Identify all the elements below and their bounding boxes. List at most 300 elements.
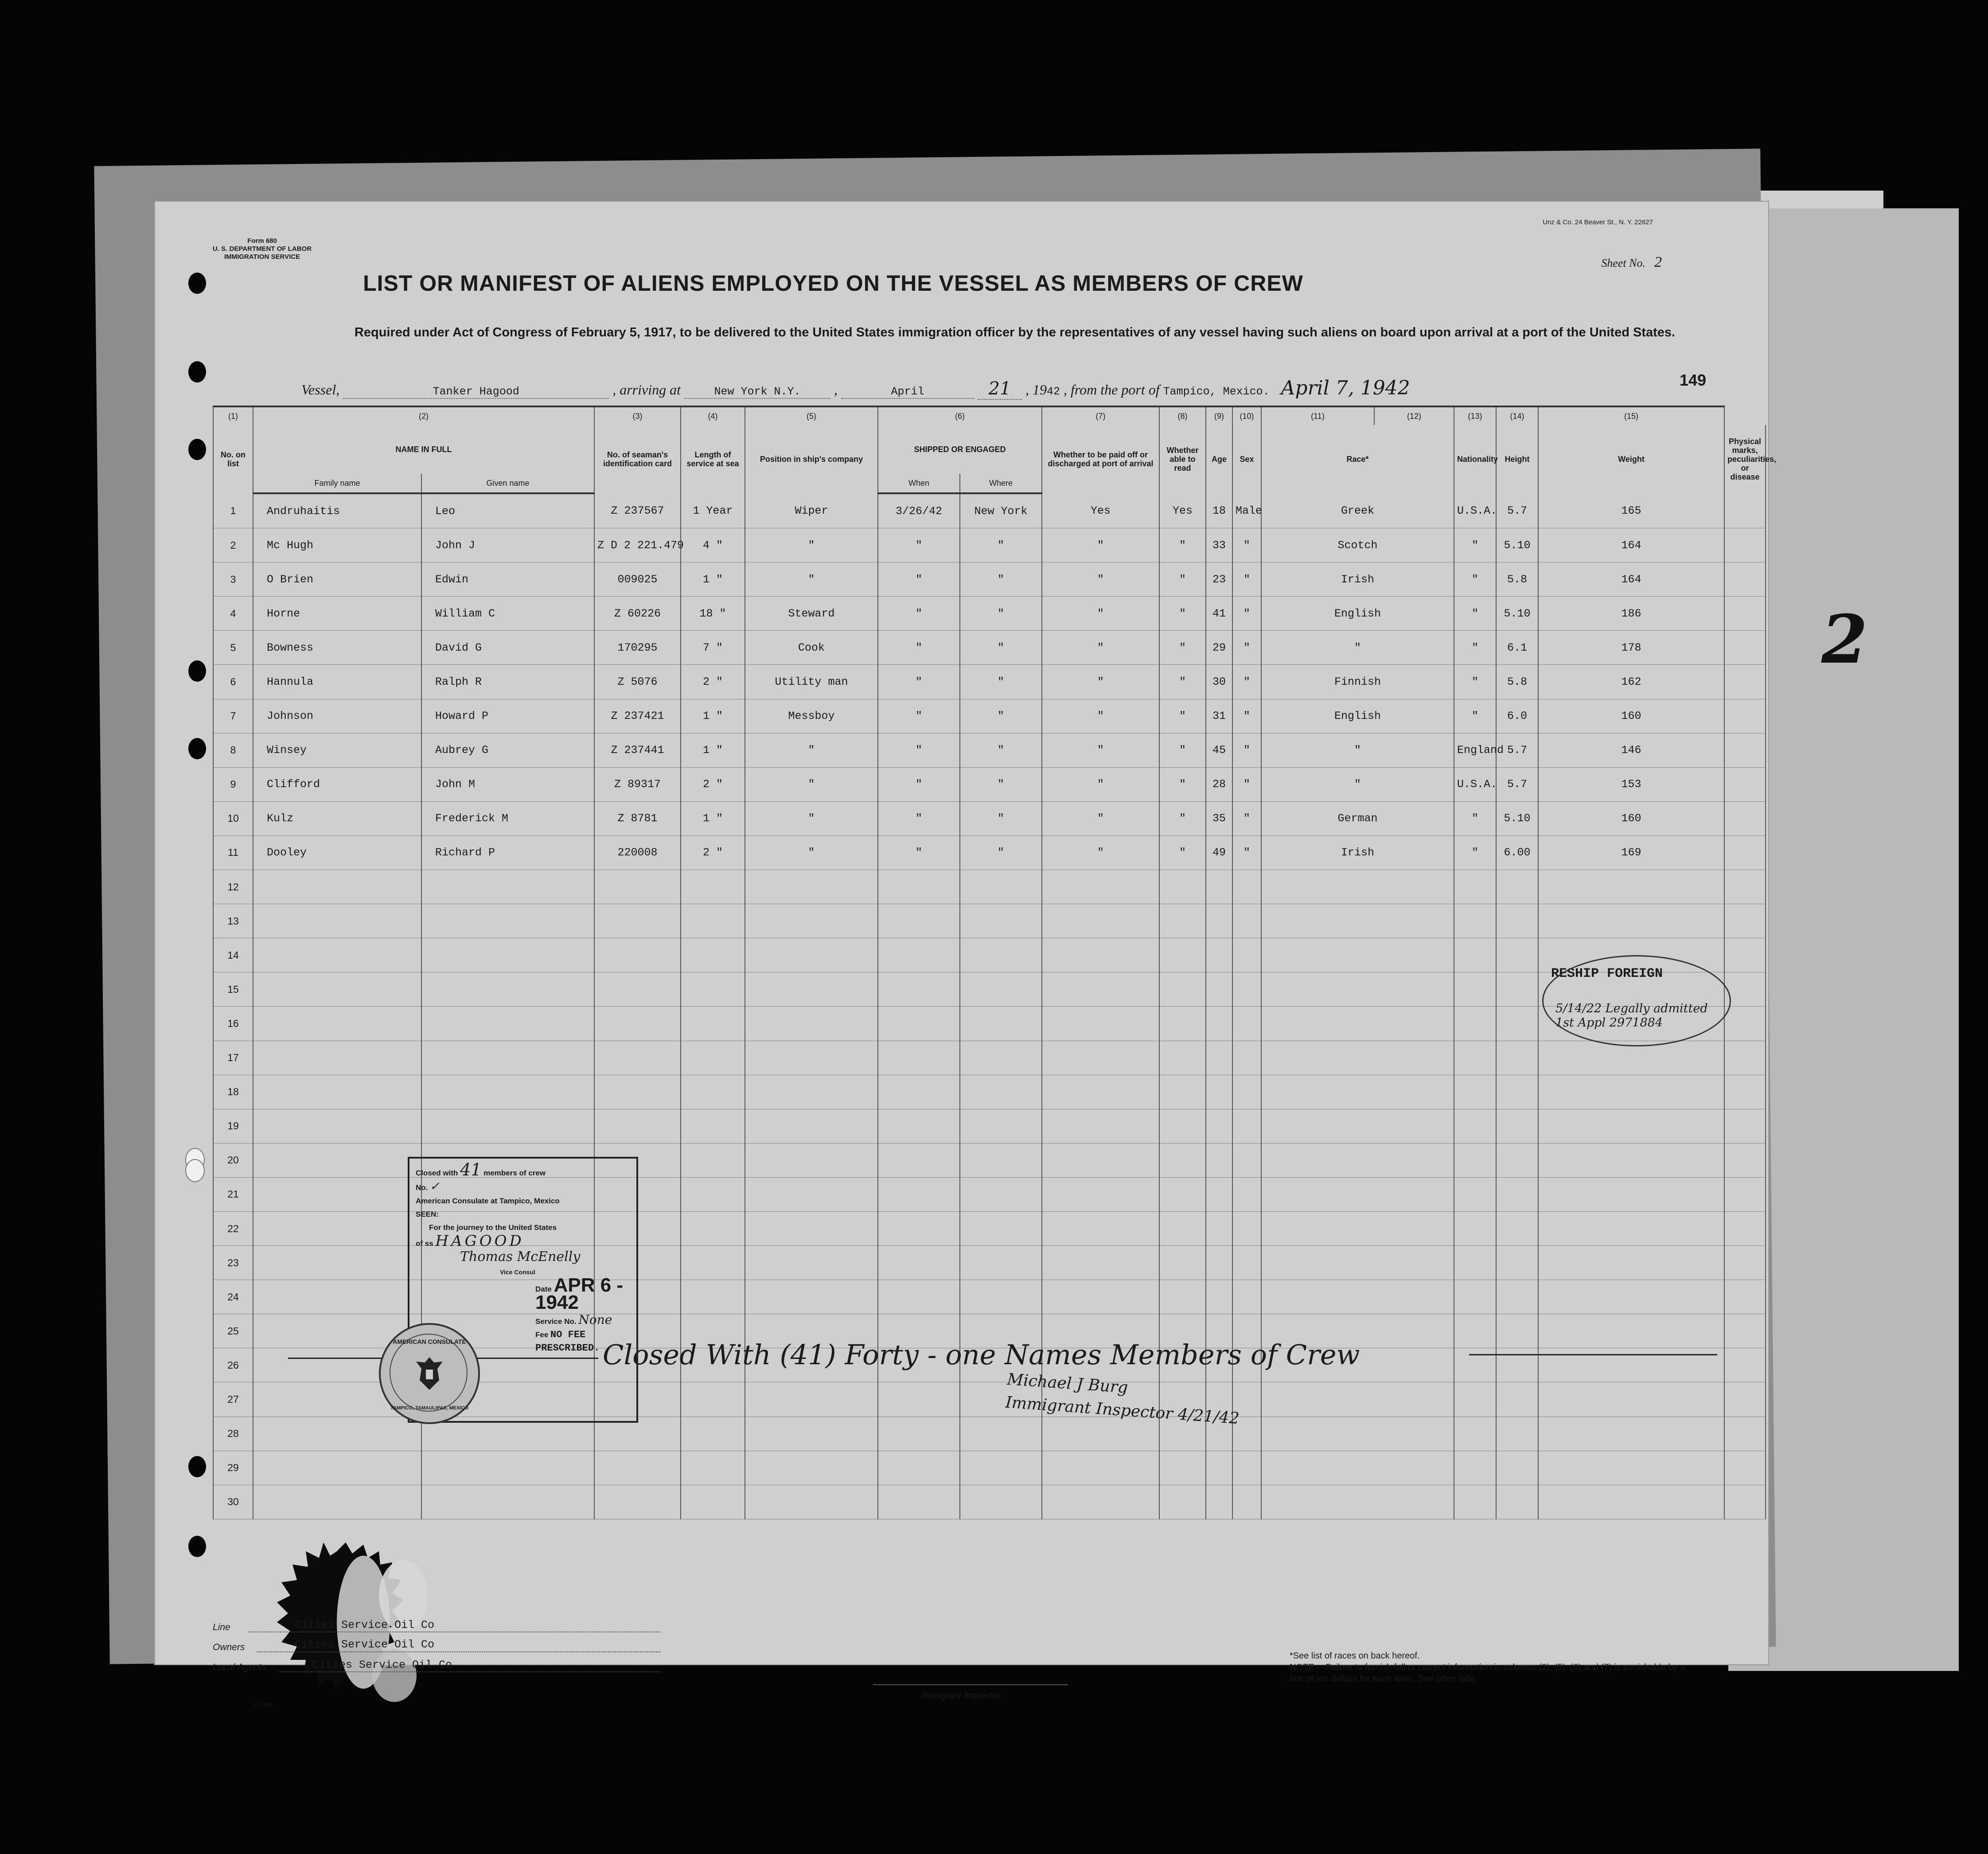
row-number-cell: 16 — [213, 1007, 253, 1041]
given-name-cell — [421, 1007, 594, 1041]
height-cell — [1496, 904, 1538, 938]
weight-cell: 146 — [1538, 733, 1724, 767]
shipped-where-cell: " — [960, 767, 1042, 801]
sex-cell — [1232, 1280, 1261, 1314]
service-name: IMMIGRATION SERVICE — [224, 253, 300, 261]
service-length-cell: 2 " — [681, 835, 745, 870]
service-length-cell: 18 " — [681, 597, 745, 631]
physical-marks-cell — [1724, 1177, 1766, 1211]
shipped-where-cell: " — [960, 733, 1042, 767]
row-number-cell: 28 — [213, 1417, 253, 1451]
colnum: (4) — [681, 406, 745, 425]
arriving-label: , arriving at — [612, 382, 681, 398]
able-read-cell: " — [1159, 767, 1206, 801]
paid-off-cell: " — [1042, 597, 1159, 631]
given-name-cell — [421, 904, 594, 938]
table-row — [213, 938, 1766, 972]
nationality-cell — [1454, 1382, 1496, 1417]
stamp-date: APR 6 - 1942 — [535, 1274, 624, 1313]
shipped-where-cell — [960, 1485, 1042, 1519]
weight-cell — [1538, 904, 1724, 938]
shipped-when-cell — [878, 1280, 960, 1314]
footer-dots — [279, 1671, 660, 1672]
id-card-cell — [594, 870, 681, 904]
paid-off-cell — [1042, 1280, 1159, 1314]
physical-marks-cell — [1724, 493, 1766, 528]
race-cell: Irish — [1261, 562, 1454, 597]
table-row — [213, 631, 1766, 665]
position-cell — [745, 1211, 878, 1245]
able-read-cell: " — [1159, 835, 1206, 870]
given-name-cell — [421, 1485, 594, 1519]
position-cell — [745, 1177, 878, 1211]
shipped-where-cell — [960, 1211, 1042, 1245]
shipped-when-cell: " — [878, 562, 960, 597]
colnum: (13) — [1454, 406, 1496, 425]
shipped-where-cell — [960, 972, 1042, 1007]
id-card-cell — [594, 1041, 681, 1075]
table-row — [213, 733, 1766, 767]
nationality-cell — [1454, 1109, 1496, 1143]
height-cell — [1496, 1348, 1538, 1382]
shipped-when-cell — [878, 938, 960, 972]
shipped-when-cell: " — [878, 528, 960, 562]
able-read-cell — [1159, 1246, 1206, 1280]
nationality-cell — [1454, 1007, 1496, 1041]
height-cell: 5.7 — [1496, 767, 1538, 801]
row-number-cell: 8 — [213, 733, 253, 767]
sex-cell — [1232, 1007, 1261, 1041]
paid-off-cell — [1042, 1007, 1159, 1041]
age-cell — [1206, 1246, 1232, 1280]
family-name-cell — [253, 1177, 421, 1211]
header-paid-off: Whether to be paid off or discharged at port of arrival — [1042, 425, 1159, 493]
footer-agents-label: Local Agents — [213, 1662, 266, 1672]
nationality-cell: " — [1454, 699, 1496, 733]
service-length-cell — [681, 1041, 745, 1075]
physical-marks-cell — [1724, 733, 1766, 767]
footer-owners-label: Owners — [213, 1642, 245, 1652]
shipped-where-cell — [960, 1246, 1042, 1280]
family-name-cell — [253, 1451, 421, 1485]
position-cell: " — [745, 733, 878, 767]
oval-note: 5/14/22 Legally admitted 1st Appl 2971884 — [1555, 1002, 1708, 1030]
physical-marks-cell — [1724, 631, 1766, 665]
shipped-where-cell — [960, 904, 1042, 938]
sex-cell — [1232, 1041, 1261, 1075]
reship-stamp: RESHIP FOREIGN — [1551, 966, 1663, 981]
shipped-when-cell: " — [878, 665, 960, 699]
weight-cell — [1538, 1382, 1724, 1417]
family-name-cell: Winsey — [253, 733, 421, 767]
departure-port: Tampico, Mexico. — [1163, 385, 1270, 398]
stamp-ship: HAGOOD — [435, 1232, 524, 1250]
table-row — [213, 1041, 1766, 1075]
service-length-cell — [681, 1177, 745, 1211]
shipped-where-cell: New York — [960, 493, 1042, 528]
sex-cell: " — [1232, 767, 1261, 801]
table-row — [213, 665, 1766, 699]
race-cell — [1261, 1041, 1454, 1075]
able-read-cell: Yes — [1159, 493, 1206, 528]
stamp-service-no: None — [578, 1312, 612, 1327]
weight-cell — [1538, 1211, 1724, 1245]
given-name-cell: Aubrey G — [421, 733, 594, 767]
service-length-cell: 1 " — [681, 733, 745, 767]
physical-marks-cell — [1724, 1485, 1766, 1519]
race-cell: Greek — [1261, 493, 1454, 528]
service-length-cell: 1 " — [681, 699, 745, 733]
family-name-cell: Dooley — [253, 835, 421, 870]
position-cell: Messboy — [745, 699, 878, 733]
able-read-cell — [1159, 1211, 1206, 1245]
given-name-cell — [421, 870, 594, 904]
header-physical-marks: Physical marks, peculiarities, or disease — [1724, 425, 1766, 493]
header-age: Age — [1206, 425, 1232, 493]
nationality-cell — [1454, 1143, 1496, 1177]
row-number-cell: 29 — [213, 1451, 253, 1485]
colnum: (2) — [253, 406, 594, 425]
stamp-of-ss: of ss — [416, 1239, 433, 1248]
row-number-cell: 4 — [213, 597, 253, 631]
family-name-cell: Mc Hugh — [253, 528, 421, 562]
sex-cell: Male — [1232, 493, 1261, 528]
punch-hole — [188, 738, 206, 759]
service-length-cell — [681, 1211, 745, 1245]
weight-cell: 162 — [1538, 665, 1724, 699]
family-name-cell — [253, 1485, 421, 1519]
sex-cell: " — [1232, 528, 1261, 562]
height-cell: 5.10 — [1496, 597, 1538, 631]
position-cell: Wiper — [745, 493, 878, 528]
physical-marks-cell — [1724, 562, 1766, 597]
physical-marks-cell — [1724, 904, 1766, 938]
height-cell — [1496, 1417, 1538, 1451]
height-cell — [1496, 1280, 1538, 1314]
race-cell — [1261, 1417, 1454, 1451]
able-read-cell: " — [1159, 528, 1206, 562]
age-cell — [1206, 1485, 1232, 1519]
position-cell — [745, 1007, 878, 1041]
footer-dots — [248, 1631, 660, 1632]
age-cell: 29 — [1206, 631, 1232, 665]
sex-cell — [1232, 1211, 1261, 1245]
id-card-cell — [594, 972, 681, 1007]
header-nationality: Nationality — [1454, 425, 1496, 493]
stamp-service-label: Service No. — [535, 1317, 577, 1326]
given-name-cell — [421, 1451, 594, 1485]
shipped-where-cell: " — [960, 597, 1042, 631]
weight-cell: 178 — [1538, 631, 1724, 665]
row-number-cell: 6 — [213, 665, 253, 699]
physical-marks-cell — [1724, 767, 1766, 801]
weight-cell — [1538, 1451, 1724, 1485]
shipped-when-cell — [878, 1246, 960, 1280]
age-cell: 30 — [1206, 665, 1232, 699]
stamp-consulate: American Consulate at Tampico, Mexico — [416, 1197, 560, 1205]
able-read-cell: " — [1159, 699, 1206, 733]
row-number-cell: 23 — [213, 1246, 253, 1280]
age-cell: 35 — [1206, 801, 1232, 835]
shipped-when-cell — [878, 1143, 960, 1177]
able-read-cell: " — [1159, 801, 1206, 835]
shipped-where-cell — [960, 1041, 1042, 1075]
table-row — [213, 1485, 1766, 1519]
from-port-label: , from the port of — [1064, 382, 1160, 398]
row-number-cell: 1 — [213, 493, 253, 528]
footer-owners-value: Cities Service Oil Co — [295, 1638, 435, 1651]
family-name-cell — [253, 870, 421, 904]
race-cell: English — [1261, 699, 1454, 733]
row-number-cell: 21 — [213, 1177, 253, 1211]
nationality-cell: " — [1454, 801, 1496, 835]
id-card-cell: Z 237441 — [594, 733, 681, 767]
age-cell — [1206, 870, 1232, 904]
given-name-cell: John M — [421, 767, 594, 801]
weight-cell: 169 — [1538, 835, 1724, 870]
weight-cell — [1538, 870, 1724, 904]
id-card-cell: 170295 — [594, 631, 681, 665]
stamp-seen: SEEN: — [416, 1210, 439, 1218]
service-length-cell — [681, 1417, 745, 1451]
header-shipped: SHIPPED OR ENGAGED — [878, 425, 1042, 474]
service-length-cell — [681, 972, 745, 1007]
given-name-cell: John J — [421, 528, 594, 562]
paid-off-cell: " — [1042, 665, 1159, 699]
able-read-cell — [1159, 1177, 1206, 1211]
department-name: U. S. DEPARTMENT OF LABOR — [213, 245, 312, 253]
position-cell — [745, 1041, 878, 1075]
family-name-cell — [253, 938, 421, 972]
colnum: (11) — [1261, 406, 1374, 425]
colnum: (15) — [1538, 406, 1724, 425]
paid-off-cell — [1042, 904, 1159, 938]
weight-cell: 160 — [1538, 699, 1724, 733]
height-cell — [1496, 1007, 1538, 1041]
eagle-icon — [412, 1354, 447, 1393]
paid-off-cell: Yes — [1042, 493, 1159, 528]
height-cell: 5.8 — [1496, 562, 1538, 597]
service-length-cell: 1 " — [681, 562, 745, 597]
position-cell: Cook — [745, 631, 878, 665]
height-cell: 5.8 — [1496, 665, 1538, 699]
height-cell — [1496, 1314, 1538, 1348]
weight-cell — [1538, 1485, 1724, 1519]
paid-off-cell — [1042, 1041, 1159, 1075]
id-card-cell: 220008 — [594, 835, 681, 870]
physical-marks-cell — [1724, 1417, 1766, 1451]
position-cell: " — [745, 767, 878, 801]
document-title: LIST OR MANIFEST OF ALIENS EMPLOYED ON THE VESSEL AS MEMBERS OF CREW — [363, 271, 1303, 296]
row-number-cell: 3 — [213, 562, 253, 597]
able-read-cell — [1159, 972, 1206, 1007]
header-family-name: Family name — [253, 474, 421, 493]
service-length-cell — [681, 904, 745, 938]
service-length-cell: 7 " — [681, 631, 745, 665]
weight-cell — [1538, 1075, 1724, 1109]
able-read-cell: " — [1159, 733, 1206, 767]
physical-marks-cell — [1724, 801, 1766, 835]
table-row — [213, 528, 1766, 562]
shipped-when-cell — [878, 1041, 960, 1075]
stamp-closed-label: Closed with — [416, 1169, 458, 1177]
row-number-cell: 18 — [213, 1075, 253, 1109]
sex-cell — [1232, 904, 1261, 938]
height-cell — [1496, 1177, 1538, 1211]
race-cell — [1261, 1280, 1454, 1314]
height-cell: 5.10 — [1496, 801, 1538, 835]
position-cell — [745, 1451, 878, 1485]
punch-hole — [188, 439, 206, 460]
nationality-cell: U.S.A. — [1454, 767, 1496, 801]
shipped-where-cell: " — [960, 835, 1042, 870]
nationality-cell: " — [1454, 562, 1496, 597]
shipped-where-cell — [960, 1280, 1042, 1314]
stamp-count: 41 — [460, 1160, 482, 1179]
row-number-cell: 5 — [213, 631, 253, 665]
arrival-month: April — [841, 385, 974, 399]
position-cell — [745, 1280, 878, 1314]
sex-cell — [1232, 1109, 1261, 1143]
paid-off-cell — [1042, 1211, 1159, 1245]
nationality-cell — [1454, 1177, 1496, 1211]
departure-date: April 7, 1942 — [1281, 377, 1410, 399]
family-name-cell: Johnson — [253, 699, 421, 733]
arrival-year: 42 — [1046, 385, 1060, 398]
id-card-cell: Z 237421 — [594, 699, 681, 733]
id-card-cell: Z 5076 — [594, 665, 681, 699]
service-length-cell: 2 " — [681, 767, 745, 801]
age-cell — [1206, 1007, 1232, 1041]
header-where: Where — [960, 474, 1042, 493]
footer-line-label: Line — [213, 1622, 230, 1632]
shipped-where-cell: " — [960, 631, 1042, 665]
given-name-cell — [421, 1109, 594, 1143]
shipped-where-cell — [960, 1143, 1042, 1177]
row-number-cell: 7 — [213, 699, 253, 733]
race-cell — [1261, 1075, 1454, 1109]
family-name-cell: Clifford — [253, 767, 421, 801]
position-cell — [745, 904, 878, 938]
nationality-cell — [1454, 1041, 1496, 1075]
able-read-cell — [1159, 1109, 1206, 1143]
race-cell: German — [1261, 801, 1454, 835]
colnum: (6) — [878, 406, 1042, 425]
race-cell: " — [1261, 767, 1454, 801]
race-cell — [1261, 1246, 1454, 1280]
stamp-signer-title: Vice Consul — [500, 1269, 535, 1276]
colnum: (7) — [1042, 406, 1159, 425]
shipped-when-cell: " — [878, 699, 960, 733]
family-name-cell — [253, 1007, 421, 1041]
vessel-name: Tanker Hagood — [343, 385, 609, 399]
shipped-when-cell: " — [878, 733, 960, 767]
table-row — [213, 1451, 1766, 1485]
age-cell — [1206, 1177, 1232, 1211]
service-length-cell: 2 " — [681, 665, 745, 699]
race-cell — [1261, 870, 1454, 904]
sex-cell: " — [1232, 665, 1261, 699]
paid-off-cell — [1042, 1143, 1159, 1177]
service-length-cell — [681, 1109, 745, 1143]
shipped-when-cell: " — [878, 835, 960, 870]
shipped-where-cell: " — [960, 665, 1042, 699]
physical-marks-cell — [1724, 1280, 1766, 1314]
header-sex: Sex — [1232, 425, 1261, 493]
shipped-where-cell — [960, 1177, 1042, 1211]
age-cell: 23 — [1206, 562, 1232, 597]
row-number-cell: 9 — [213, 767, 253, 801]
sex-cell — [1232, 1451, 1261, 1485]
row-number-cell: 17 — [213, 1041, 253, 1075]
closed-note: Closed With (41) Forty - one Names Members of Crew — [603, 1339, 1360, 1371]
given-name-cell: William C — [421, 597, 594, 631]
weight-cell: 164 — [1538, 528, 1724, 562]
nationality-cell: U.S.A. — [1454, 493, 1496, 528]
age-cell: 41 — [1206, 597, 1232, 631]
shipped-where-cell — [960, 1451, 1042, 1485]
stamp-fee-label: Fee — [535, 1331, 549, 1339]
race-cell: Irish — [1261, 835, 1454, 870]
race-cell — [1261, 1109, 1454, 1143]
header-id-card: No. of seaman's identification card — [594, 425, 681, 493]
physical-marks-cell — [1724, 870, 1766, 904]
position-cell: " — [745, 528, 878, 562]
physical-marks-cell — [1724, 1451, 1766, 1485]
age-cell — [1206, 1211, 1232, 1245]
races-note: *See list of races on back hereof. — [1290, 1651, 1420, 1661]
nationality-cell — [1454, 1485, 1496, 1519]
physical-marks-cell — [1724, 1348, 1766, 1382]
weight-cell — [1538, 1348, 1724, 1382]
table-row — [213, 1007, 1766, 1041]
position-cell — [745, 972, 878, 1007]
given-name-cell: Howard P — [421, 699, 594, 733]
family-name-cell: Hannula — [253, 665, 421, 699]
nationality-cell — [1454, 1280, 1496, 1314]
able-read-cell — [1159, 1075, 1206, 1109]
service-length-cell — [681, 1451, 745, 1485]
shipped-when-cell: " — [878, 597, 960, 631]
family-name-cell: Horne — [253, 597, 421, 631]
paid-off-cell: " — [1042, 631, 1159, 665]
header-name-in-full: NAME IN FULL — [253, 425, 594, 474]
colnum: (10) — [1232, 406, 1261, 425]
physical-marks-cell — [1724, 1007, 1766, 1041]
id-card-cell — [594, 904, 681, 938]
nationality-cell — [1454, 904, 1496, 938]
family-name-cell — [253, 1211, 421, 1245]
able-read-cell — [1159, 904, 1206, 938]
age-cell: 45 — [1206, 733, 1232, 767]
shipped-where-cell: " — [960, 562, 1042, 597]
able-read-cell — [1159, 1485, 1206, 1519]
age-cell: 31 — [1206, 699, 1232, 733]
row-number-cell: 30 — [213, 1485, 253, 1519]
given-name-cell: Edwin — [421, 562, 594, 597]
family-name-cell — [253, 904, 421, 938]
family-name-cell — [253, 1075, 421, 1109]
row-number-cell: 24 — [213, 1280, 253, 1314]
height-cell — [1496, 1382, 1538, 1417]
weight-cell: 186 — [1538, 597, 1724, 631]
nationality-cell: " — [1454, 835, 1496, 870]
shipped-where-cell: " — [960, 528, 1042, 562]
nationality-cell — [1454, 1211, 1496, 1245]
physical-marks-cell — [1724, 835, 1766, 870]
colnum: (12) — [1374, 406, 1454, 425]
race-cell — [1261, 1177, 1454, 1211]
